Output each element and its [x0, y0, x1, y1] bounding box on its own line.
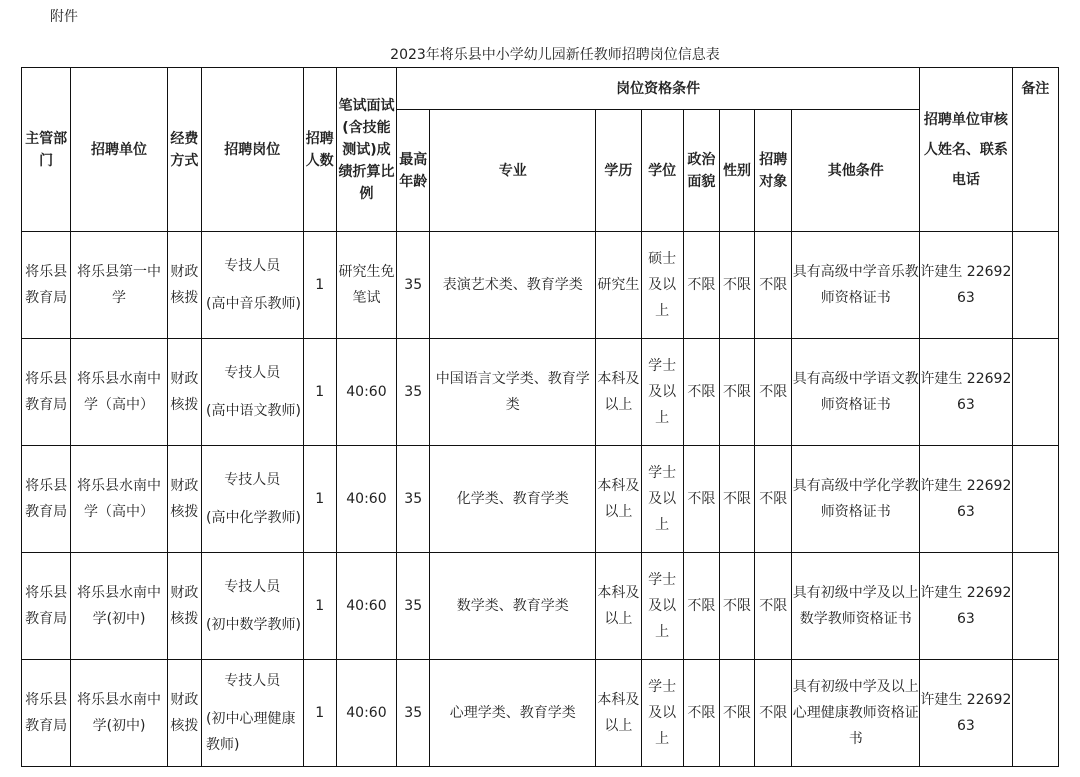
cell-target: 不限 — [755, 339, 792, 446]
cell-political: 不限 — [683, 232, 719, 339]
cell-other: 具有高级中学化学教师资格证书 — [792, 446, 920, 553]
cell-target: 不限 — [755, 446, 792, 553]
page-title: 2023年将乐县中小学幼儿园新任教师招聘岗位信息表 — [390, 47, 720, 63]
cell-major: 数学类、教育学类 — [430, 553, 596, 660]
cell-gender: 不限 — [719, 446, 754, 553]
cell-unit: 将乐县水南中学（高中） — [71, 446, 168, 553]
header-political: 政治面貌 — [683, 110, 719, 232]
header-other: 其他条件 — [792, 110, 920, 232]
cell-remark — [1012, 446, 1058, 553]
cell-gender: 不限 — [719, 553, 754, 660]
cell-political: 不限 — [683, 553, 719, 660]
position-type: 专技人员 — [224, 258, 281, 274]
cell-target: 不限 — [755, 232, 792, 339]
cell-target: 不限 — [755, 660, 792, 767]
header-row-1 — [22, 68, 1059, 110]
cell-count: 1 — [303, 339, 336, 446]
cell-other: 具有高级中学语文教师资格证书 — [792, 339, 920, 446]
cell-funding: 财政核拨 — [167, 446, 201, 553]
position-name: (初中数学教师) — [206, 617, 301, 633]
table-row — [22, 660, 1059, 767]
cell-count: 1 — [303, 232, 336, 339]
position-name: (初中心理健康教师) — [206, 711, 296, 753]
cell-position — [202, 553, 304, 660]
cell-funding: 财政核拨 — [167, 553, 201, 660]
header-position: 招聘岗位 — [202, 68, 304, 232]
cell-remark — [1012, 339, 1058, 446]
cell-education: 本科及以上 — [596, 660, 641, 767]
cell-degree: 学士及以上 — [641, 446, 683, 553]
cell-count: 1 — [303, 446, 336, 553]
cell-dept: 将乐县教育局 — [22, 339, 71, 446]
cell-education: 本科及以上 — [596, 339, 641, 446]
header-funding: 经费方式 — [167, 68, 201, 232]
header-unit: 招聘单位 — [71, 68, 168, 232]
cell-funding: 财政核拨 — [167, 339, 201, 446]
cell-education: 本科及以上 — [596, 446, 641, 553]
position-type: 专技人员 — [224, 472, 281, 488]
cell-position — [202, 446, 304, 553]
cell-political: 不限 — [683, 446, 719, 553]
cell-ratio: 40:60 — [336, 660, 396, 767]
table-row — [22, 339, 1059, 446]
header-remark: 备注 — [1012, 68, 1058, 232]
cell-ratio: 40:60 — [336, 446, 396, 553]
cell-remark — [1012, 553, 1058, 660]
cell-age: 35 — [397, 553, 430, 660]
cell-age: 35 — [397, 660, 430, 767]
position-type: 专技人员 — [224, 365, 281, 381]
cell-dept: 将乐县教育局 — [22, 446, 71, 553]
position-name: (高中语文教师) — [206, 403, 301, 419]
cell-unit: 将乐县水南中学(初中) — [71, 553, 168, 660]
cell-gender: 不限 — [719, 339, 754, 446]
recruitment-table — [21, 67, 1059, 767]
cell-unit: 将乐县第一中学 — [71, 232, 168, 339]
header-target: 招聘对象 — [755, 110, 792, 232]
header-degree: 学位 — [641, 110, 683, 232]
cell-contact: 许建生 2269263 — [920, 553, 1013, 660]
table-row — [22, 446, 1059, 553]
cell-ratio: 40:60 — [336, 553, 396, 660]
cell-remark — [1012, 232, 1058, 339]
cell-funding: 财政核拨 — [167, 232, 201, 339]
cell-count: 1 — [303, 660, 336, 767]
table-row — [22, 232, 1059, 339]
cell-age: 35 — [397, 232, 430, 339]
header-education: 学历 — [596, 110, 641, 232]
cell-other: 具有高级中学音乐教师资格证书 — [792, 232, 920, 339]
position-name: (高中化学教师) — [206, 510, 301, 526]
cell-age: 35 — [397, 339, 430, 446]
cell-education: 本科及以上 — [596, 553, 641, 660]
cell-gender: 不限 — [719, 232, 754, 339]
header-count: 招聘人数 — [303, 68, 336, 232]
cell-other: 具有初级中学及以上心理健康教师资格证书 — [792, 660, 920, 767]
cell-major: 中国语言文学类、教育学类 — [430, 339, 596, 446]
table-body — [22, 68, 1059, 767]
cell-position — [202, 660, 304, 767]
cell-age: 35 — [397, 446, 430, 553]
cell-degree: 学士及以上 — [641, 339, 683, 446]
header-age: 最高年龄 — [397, 110, 430, 232]
cell-dept: 将乐县教育局 — [22, 553, 71, 660]
cell-dept: 将乐县教育局 — [22, 660, 71, 767]
cell-degree: 学士及以上 — [641, 553, 683, 660]
cell-political: 不限 — [683, 660, 719, 767]
header-dept: 主管部门 — [22, 68, 71, 232]
cell-other: 具有初级中学及以上数学教师资格证书 — [792, 553, 920, 660]
cell-contact: 许建生 2269263 — [920, 660, 1013, 767]
cell-ratio: 研究生免笔试 — [336, 232, 396, 339]
cell-education: 研究生 — [596, 232, 641, 339]
header-major: 专业 — [430, 110, 596, 232]
attachment-label: 附件 — [50, 9, 78, 25]
position-name: (高中音乐教师) — [206, 296, 301, 312]
cell-dept: 将乐县教育局 — [22, 232, 71, 339]
cell-ratio: 40:60 — [336, 339, 396, 446]
cell-remark — [1012, 660, 1058, 767]
cell-degree: 学士及以上 — [641, 660, 683, 767]
header-contact: 招聘单位审核人姓名、联系电话 — [920, 68, 1013, 232]
cell-contact: 许建生 2269263 — [920, 232, 1013, 339]
cell-target: 不限 — [755, 553, 792, 660]
cell-gender: 不限 — [719, 660, 754, 767]
cell-contact: 许建生 2269263 — [920, 446, 1013, 553]
cell-position — [202, 339, 304, 446]
cell-degree: 硕士及以上 — [641, 232, 683, 339]
position-type: 专技人员 — [224, 673, 281, 689]
cell-unit: 将乐县水南中学（高中） — [71, 339, 168, 446]
cell-count: 1 — [303, 553, 336, 660]
header-ratio: 笔试面试(含技能测试)成绩折算比例 — [336, 68, 396, 232]
header-gender: 性别 — [719, 110, 754, 232]
cell-funding: 财政核拨 — [167, 660, 201, 767]
table-row — [22, 553, 1059, 660]
cell-major: 化学类、教育学类 — [430, 446, 596, 553]
cell-contact: 许建生 2269263 — [920, 339, 1013, 446]
cell-major: 表演艺术类、教育学类 — [430, 232, 596, 339]
cell-political: 不限 — [683, 339, 719, 446]
cell-position — [202, 232, 304, 339]
cell-unit: 将乐县水南中学(初中) — [71, 660, 168, 767]
cell-major: 心理学类、教育学类 — [430, 660, 596, 767]
position-type: 专技人员 — [224, 579, 281, 595]
header-qualifications: 岗位资格条件 — [397, 68, 920, 110]
